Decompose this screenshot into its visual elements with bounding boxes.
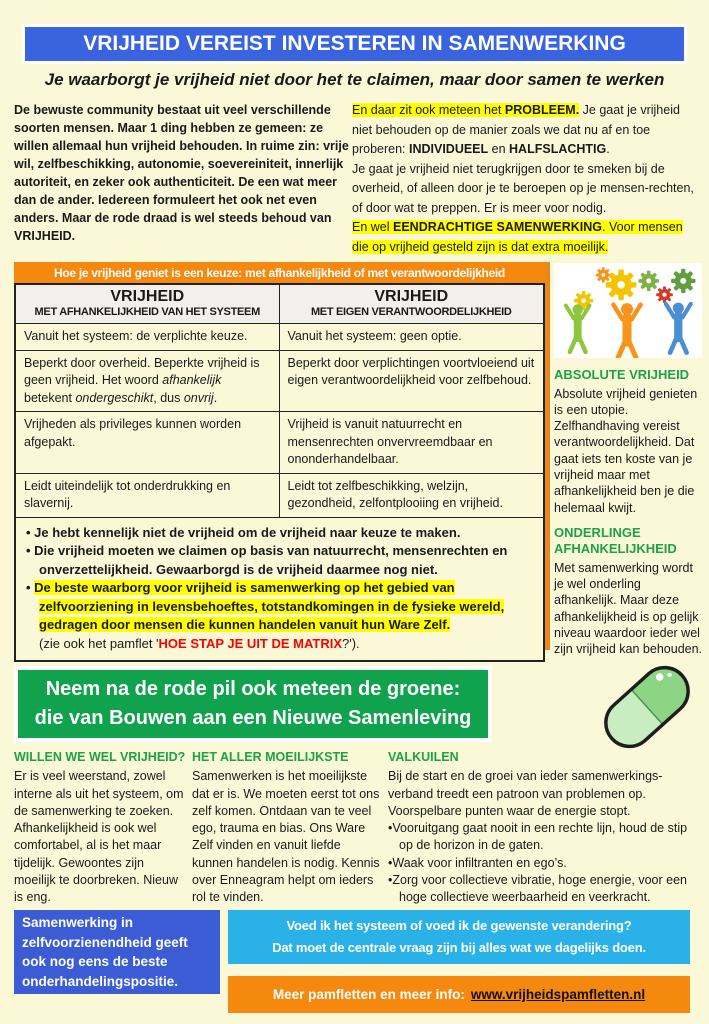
footer-cyan-box xyxy=(228,910,690,964)
column-text: Samenwerken is het moeilijkste dat er is. We moeten eerst tot ons zelf komen. Ontdaan van te veel ego, trauma en bias. Ons Ware Zelf vinden en vanuit liefde kunnen handelen is nodig. Kennis over Enneagram helpt om ieders rol te vinden. xyxy=(192,769,380,905)
freedom-comparison-table xyxy=(14,283,545,662)
bullet-item: • De beste waarborg voor vrijheid is samenwerking op het gebied van zelfvoorziening in levensbehoeftes, totstandkomingen in de fysieke wereld, gedragen door mensen die kunnen handelen vanuit hun Ware Zelf. xyxy=(26,579,533,635)
valkuilen-bullet: • Vooruitgang gaat nooit in een rechte lijn, houd de stip op de horizon in de gaten. xyxy=(388,820,704,855)
table-cell-left: Vanuit het systeem: de verplichte keuze. xyxy=(16,324,280,350)
footer-info-label: Meer pamfletten en meer info: xyxy=(272,987,465,1002)
column-text: Bij de start en de groei van ieder samenwerkings-verband treedt een patroon van problemen op. Voorspelbare punten waar de energie stopt. xyxy=(388,769,663,818)
conclusion-bullets xyxy=(16,517,543,661)
choice-banner: Hoe je vrijheid geniet is een keuze: met afhankelijkheid of met verantwoordelijkheid xyxy=(14,262,545,283)
title-banner xyxy=(22,24,687,64)
subtitle: Je waarborgt je vrijheid niet door het te claimen, maar door samen te werken xyxy=(44,70,665,89)
table-cell-right: Beperkt door verplichtingen voortvloeiend uit eigen verantwoordelijkheid voor zelfbehoud. xyxy=(287,355,535,387)
table-row xyxy=(16,350,543,412)
column-heading: WILLEN WE WEL VRIJHEID? xyxy=(14,750,186,764)
intro-right-paragraph: En daar zit ook meteen het PROBLEEM. Je gaat je vrijheid niet behouden op de manier zoals we dat nu af en toe proberen: INDIVIDUEEL en HALFSLACHTIG. Je gaat je vrijheid niet terugkrijgen door te smeken bij de overheid, of alleen door je te beroepen op je mensen-rechten, of door wat te preppen. Er is meer voor nodig. En wel EENDRACHTIGE SAMENWERKING. Voor mensen die op vrijheid gesteld zijn is dat extra moeilijk. xyxy=(352,103,694,254)
page-title: VRIJHEID VEREIST INVESTEREN IN SAMENWERKING xyxy=(83,32,626,55)
footer-url-link[interactable]: www.vrijheidspamfletten.nl xyxy=(470,987,646,1002)
sidebar-heading-onderlinge-afhankelijkheid: ONDERLINGE AFHANKELIJKHEID xyxy=(554,524,677,557)
column-heading: VALKUILEN xyxy=(388,750,459,764)
orange-divider xyxy=(545,262,550,650)
intro-left-paragraph: De bewuste community bestaat uit veel verschillende soorten mensen. Maar 1 ding hebben ze gemeen: ze willen allemaal hun vrijheid behouden. In ruime zin: vrije wil, zelfbeschikking, autonomie, soevereiniteit, innerlijk autoriteit, en zeker ook authenticiteit. De een wat meer dan de ander. Iedereen formuleert het ook net even anders. Maar de rode draad is wel steeds behoud van VRIJHEID. xyxy=(14,103,349,243)
sidebar-heading-absolute-vrijheid: ABSOLUTE VRIJHEID xyxy=(554,367,690,382)
table-row xyxy=(16,411,543,473)
table-col2-subtitle: MET EIGEN VERANTWOORDELIJKHEID xyxy=(310,306,512,318)
table-cell-left: Leidt uiteindelijk tot onderdrukking en slavernij. xyxy=(16,474,280,517)
table-row xyxy=(16,323,543,350)
table-col1-title: VRIJHEID xyxy=(110,288,185,305)
column-valkuilen xyxy=(388,749,704,907)
valkuilen-bullet: • Waak voor infiltranten en ego’s. xyxy=(388,855,704,872)
column-text: Er is veel weerstand, zowel interne als uit het systeem, om de samenwerking te zoeken. Afhankelijkheid is ook wel comfortabel, al is het maar tijdelijk. Gewoontes zijn moeilijk te doorbreken. Nieuw is eng. xyxy=(14,769,184,905)
sidebar-text-onderlinge-afhankelijkheid: Met samenwerking wordt je wel onderling afhankelijk. Maar deze afhankelijkheid is op gelijk niveau waardoor ieder wel zijn vrijheid kan behouden. xyxy=(554,560,703,657)
column-willen-we-wel-vrijheid xyxy=(14,749,188,907)
column-het-aller-moeilijkste xyxy=(192,749,382,907)
table-header-responsibility xyxy=(280,285,544,323)
bullet-item: • Je hebt kennelijk niet de vrijheid om de vrijheid naar keuze te maken. xyxy=(26,524,533,543)
green-banner-line2: die van Bouwen aan een Nieuwe Samenleving xyxy=(34,707,472,729)
green-banner-line1: Neem na de rode pil ook meteen de groene: xyxy=(45,678,461,700)
table-cell-right: Vrijheid is vanuit natuurrecht en mensenrechten onvervreemdbaar en ononderhandelbaar. xyxy=(287,417,493,466)
table-cell-right: Vanuit het systeem: geen optie. xyxy=(287,329,462,343)
footer-blue-box: Samenwerking in zelfvoorzienendheid geeft ook nog eens de beste onderhandelingspositie. xyxy=(14,910,220,994)
column-heading: HET ALLER MOEILIJKSTE xyxy=(192,750,349,764)
valkuilen-bullet: • Zorg voor collectieve vibratie, hoge energie, voor een hoge collectieve weerbaarheid en veerkracht. xyxy=(388,872,704,907)
table-row xyxy=(16,473,543,517)
footer-cyan-line1: Voed ik het systeem of voed ik de gewenste verandering? xyxy=(286,918,632,933)
teamwork-gears-image xyxy=(554,263,702,358)
sidebar xyxy=(554,263,703,658)
green-banner xyxy=(14,666,492,742)
table-header-system xyxy=(16,285,280,323)
sidebar-text-absolute-vrijheid: Absolute vrijheid genieten is een utopie. Zelfhandhaving vereist verantwoordelijkheid. Dat gaat iets ten koste van je vrijheid maar met afhankelijkheid ben je die helemaal kwijt. xyxy=(554,386,698,515)
footer-cyan-line2: Dat moet de centrale vraag zijn bij alles wat we dagelijks doen. xyxy=(272,940,646,955)
table-cell-left: Beperkt door overheid. Beperkte vrijheid is geen vrijheid. Het woord afhankelijk betekent ondergeschikt, dus onvrij. xyxy=(16,351,280,412)
table-cell-right: Leidt tot zelfbeschikking, welzijn, gezondheid, zelfontplooiing en vrijheid. xyxy=(287,478,503,510)
table-cell-left: Vrijheden als privileges kunnen worden afgepakt. xyxy=(16,412,280,473)
table-col1-subtitle: MET AFHANKELIJKHEID VAN HET SYSTEEM xyxy=(34,306,260,318)
pamphlet-footnote: (zie ook het pamflet 'HOE STAP JE UIT DE MATRIX?'). xyxy=(39,635,360,651)
bullet-item: • Die vrijheid moeten we claimen op basis van natuurrecht, mensenrechten en onverzettelijkheid. Gewaarborgd is de vrijheid daarmee nog niet. xyxy=(26,542,533,579)
footer-orange-box xyxy=(228,976,690,1013)
table-col2-title: VRIJHEID xyxy=(374,288,449,305)
table-header-row xyxy=(16,285,543,323)
